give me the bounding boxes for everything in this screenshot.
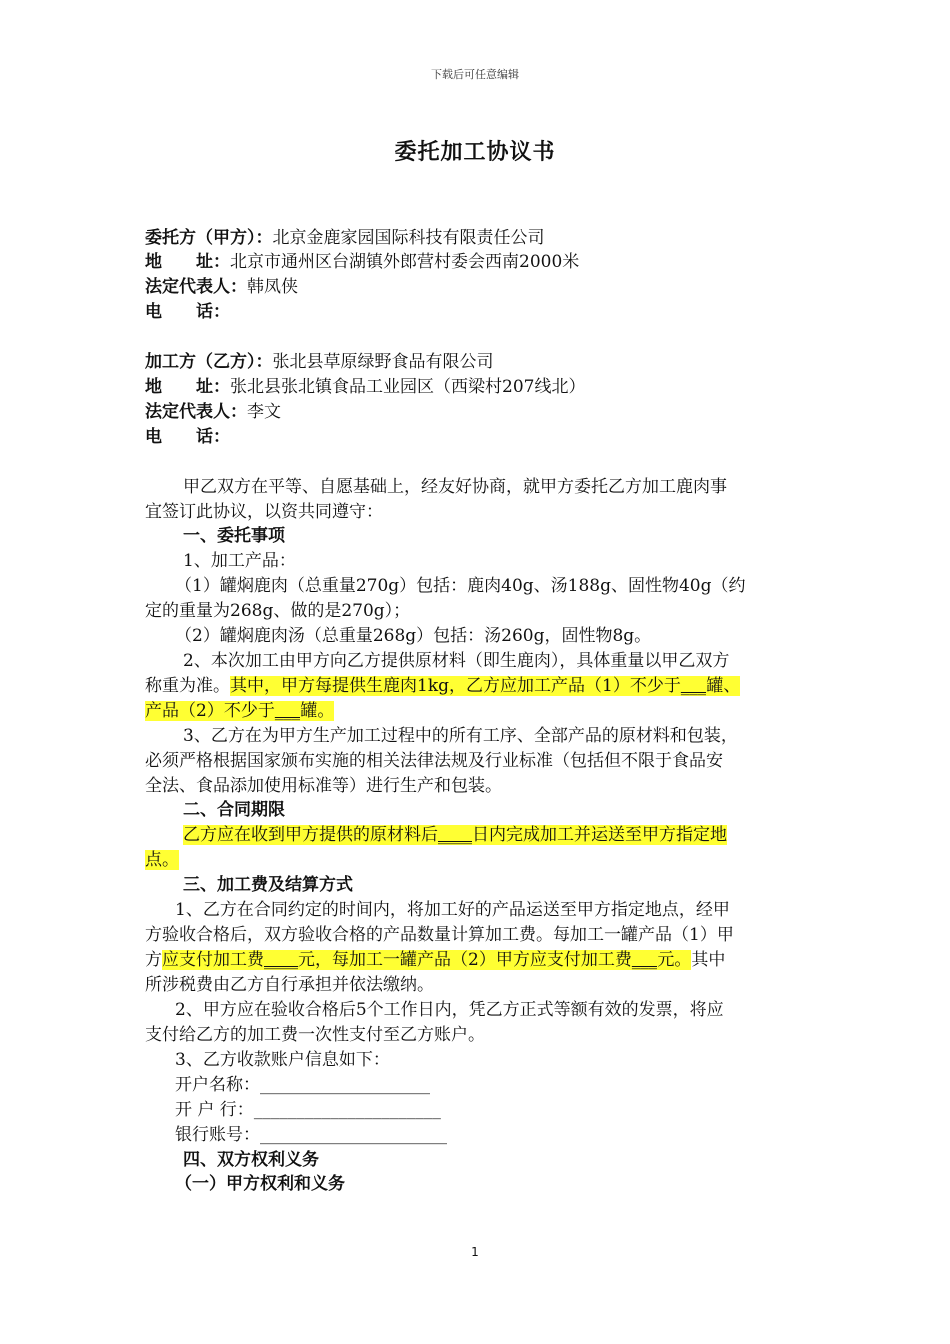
- party-a-rep: 韩凤侠: [247, 277, 298, 297]
- s1-product-2: （2）罐焖鹿肉汤（总重量268g）包括：汤260g，固性物8g。: [175, 626, 652, 646]
- account-name-label: 开户名称：: [175, 1075, 260, 1095]
- s2-blank: ____: [438, 825, 472, 845]
- party-a-rep-label: 法定代表人：: [145, 277, 247, 297]
- s2-highlight-1: 乙方应在收到甲方提供的原材料后: [183, 825, 438, 845]
- s1-item-2-line-c: [145, 699, 334, 723]
- party-b-phone-label: 电 话：: [145, 427, 230, 447]
- s1-item-2-highlight-4: 罐。: [300, 701, 335, 721]
- party-b-rep-label: 法定代表人：: [145, 402, 247, 422]
- s1-product-1-line-b: 定的重量为268g、做的是270g）；: [145, 601, 411, 621]
- s3-line-7: 3、乙方收款账户信息如下：: [175, 1050, 390, 1070]
- party-b-phone-line: [145, 425, 230, 449]
- s2-highlight-2: 日内完成加工并运送至甲方指定地: [472, 825, 727, 845]
- party-a-address-line: [145, 250, 579, 274]
- s3-line-5: 2、甲方应在验收合格后5个工作日内，凭乙方正式等额有效的发票，将应: [175, 1000, 724, 1020]
- account-number-field: [175, 1123, 447, 1147]
- account-name-blank: ____________________: [260, 1075, 430, 1095]
- s3-line-2: 方验收合格后，双方验收合格的产品数量计算加工费。每加工一罐产品（1）甲: [145, 925, 734, 945]
- party-a-phone-line: [145, 300, 230, 324]
- s1-item-2-highlight-2: 罐、: [706, 676, 741, 696]
- party-a-rep-line: [145, 275, 298, 299]
- section-1-heading: 一、委托事项: [183, 526, 285, 546]
- s3-line-3-plain-2: 其中: [691, 950, 726, 970]
- s1-item-2-blank-2: ___: [274, 701, 301, 721]
- s3-blank-2: ___: [631, 950, 658, 970]
- account-number-blank: ______________________: [260, 1125, 447, 1145]
- s1-item-2-line-a: 2、本次加工由甲方向乙方提供原材料（即生鹿肉），具体重量以甲乙双方: [183, 651, 730, 671]
- party-a-phone-label: 电 话：: [145, 302, 230, 322]
- s2-line-1: [183, 823, 727, 847]
- s2-highlight-3: 点。: [145, 850, 179, 870]
- s1-item-2-highlight-1: 其中，甲方每提供生鹿肉1kg，乙方应加工产品（1）不少于: [230, 676, 681, 696]
- section-4-heading: 四、双方权利义务: [183, 1150, 319, 1170]
- s3-line-3-plain-1: 方: [145, 950, 162, 970]
- s1-item-2-highlight-3: 产品（2）不少于: [145, 701, 275, 721]
- document-title: 委托加工协议书: [394, 139, 556, 165]
- s3-highlight-1: 应支付加工费: [162, 950, 264, 970]
- s1-item-3-line-c: 全法、食品添加使用标准等）进行生产和包装。: [145, 776, 502, 796]
- account-bank-field: [175, 1098, 441, 1122]
- party-a-address-label: 地 址：: [145, 252, 230, 272]
- s1-item-3-line-a: 3、乙方在为甲方生产加工过程中的所有工序、全部产品的原材料和包装，: [183, 726, 738, 746]
- s3-line-6: 支付给乙方的加工费一次性支付至乙方账户。: [145, 1025, 485, 1045]
- party-b-name: 张北县草原绿野食品有限公司: [272, 352, 494, 372]
- section-4-sub-1: （一）甲方权利和义务: [175, 1174, 345, 1194]
- account-name-field: [175, 1073, 430, 1097]
- section-3-heading: 三、加工费及结算方式: [183, 875, 353, 895]
- s2-line-2: [145, 848, 179, 872]
- party-b-name-line: [145, 350, 494, 374]
- section-2-heading: 二、合同期限: [183, 800, 285, 820]
- party-b-name-label: 加工方（乙方）：: [145, 352, 273, 372]
- s3-line-1: 1、乙方在合同约定的时间内，将加工好的产品运送至甲方指定地点，经甲: [175, 900, 730, 920]
- intro-line-1: 甲乙双方在平等、自愿基础上，经友好协商，就甲方委托乙方加工鹿肉事: [183, 477, 727, 497]
- party-b-address: 张北县张北镇食品工业园区（西梁村207线北）: [230, 377, 586, 397]
- s3-line-3: [145, 948, 725, 972]
- party-b-address-line: [145, 375, 585, 399]
- s3-highlight-2: 元，每加工一罐产品（2）甲方应支付加工费: [298, 950, 632, 970]
- party-a-name: 北京金鹿家园国际科技有限责任公司: [272, 228, 545, 248]
- s1-item-2-line-b: [145, 674, 740, 698]
- s3-highlight-3: 元。: [657, 950, 692, 970]
- account-bank-blank: ______________________: [253, 1100, 441, 1120]
- party-b-address-label: 地 址：: [145, 377, 230, 397]
- s1-product-1-line-a: （1）罐焖鹿肉（总重量270g）包括：鹿肉40g、汤188g、固性物40g（约: [175, 576, 746, 596]
- s1-item-1: 1、加工产品：: [183, 551, 296, 571]
- s1-item-3-line-b: 必须严格根据国家颁布实施的相关法律法规及行业标准（包括但不限于食品安: [145, 751, 723, 771]
- page-header-note: 下载后可任意编辑: [431, 68, 519, 81]
- s1-item-2-blank-1: ___: [680, 676, 707, 696]
- page-number: 1: [471, 1245, 479, 1259]
- party-a-name-line: [145, 226, 545, 250]
- party-a-name-label: 委托方（甲方）：: [145, 228, 273, 248]
- s3-line-4: 所涉税费由乙方自行承担并依法缴纳。: [145, 975, 434, 995]
- account-number-label: 银行账号：: [175, 1125, 260, 1145]
- s1-item-2-plain: 称重为准。: [145, 676, 230, 696]
- party-b-rep-line: [145, 400, 281, 424]
- party-b-rep: 李文: [247, 402, 281, 422]
- intro-line-2: 宜签订此协议，以资共同遵守：: [145, 502, 383, 522]
- account-bank-label: 开 户 行：: [175, 1100, 254, 1120]
- s3-blank-1: ____: [264, 950, 298, 970]
- party-a-address: 北京市通州区台湖镇外郎营村委会西南2000米: [230, 252, 580, 272]
